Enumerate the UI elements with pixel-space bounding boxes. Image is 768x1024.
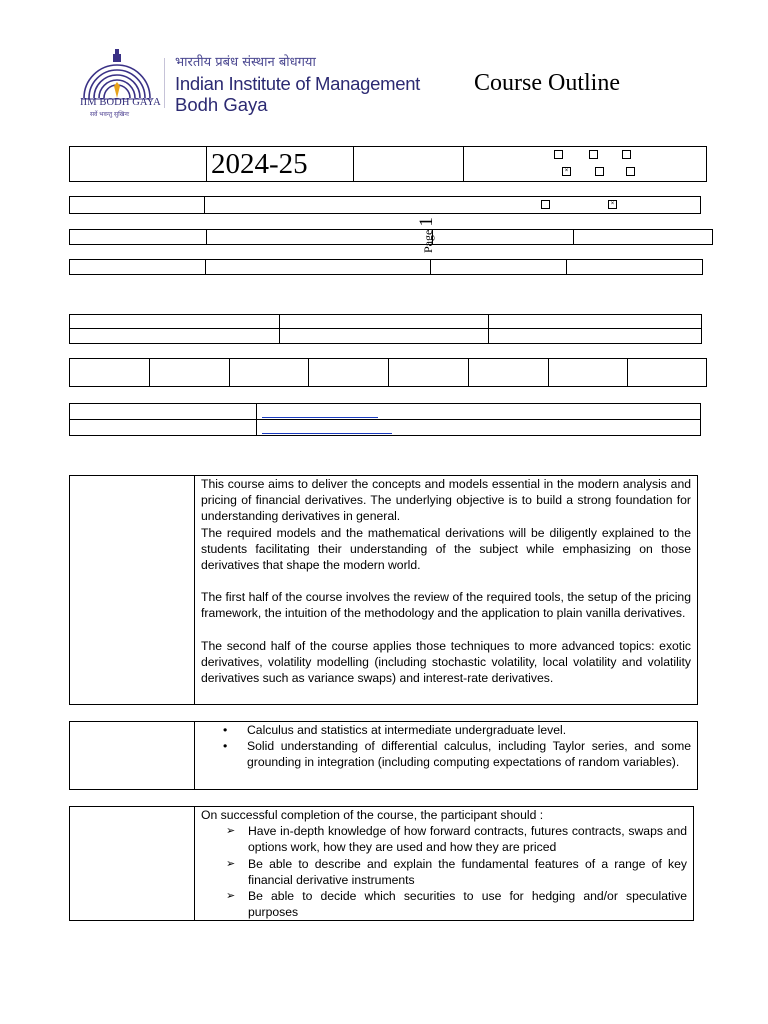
form-cell (489, 329, 702, 344)
form-cell (567, 260, 703, 275)
institute-logo (76, 46, 421, 124)
list-item: ➢ Have in-depth knowledge of how forward contracts, futures contracts, swaps and options work, how they are used and how they are priced (226, 824, 687, 855)
schedule-table (69, 358, 707, 387)
institute-name-hindi: भारतीय प्रबंध संस्थान बोधगया (175, 55, 316, 70)
form-cell (280, 329, 489, 344)
prerequisites-list (201, 722, 691, 771)
form-cell (70, 197, 205, 214)
institute-location: Bodh Gaya (175, 94, 268, 115)
form-cell (70, 404, 257, 420)
term-checkbox[interactable] (589, 150, 598, 159)
course-description-table (69, 475, 698, 705)
description-label-cell (70, 476, 195, 705)
list-item: • Solid understanding of differential calculus, including Taylor series, and some grounding in integration (including computing expectations of random variables). (223, 739, 691, 770)
course-type-cell (205, 197, 701, 214)
page-title: Course Outline (474, 70, 620, 96)
form-cell (70, 315, 280, 329)
outcomes-list (201, 823, 687, 920)
page-number: 1 (416, 217, 437, 227)
form-cell (489, 315, 702, 329)
learning-outcomes-table (69, 806, 694, 921)
page-label: Page (421, 229, 435, 253)
form-cell (309, 359, 389, 387)
prerequisites-label-cell (70, 722, 195, 790)
term-checkbox-cell (464, 147, 707, 182)
course-type-checkbox-checked[interactable]: × (608, 200, 617, 209)
form-cell (70, 420, 257, 436)
form-cell (70, 329, 280, 344)
form-cell (70, 359, 150, 387)
institute-name: Indian Institute of Management (175, 73, 421, 94)
outcomes-intro: On successful completion of the course, the participant should : (201, 808, 544, 822)
outcomes-label-cell (70, 807, 195, 921)
stupa-emblem-icon (76, 46, 162, 104)
form-cell (70, 230, 207, 245)
description-paragraph: This course aims to deliver the concepts and models essential in the modern analysis and pricing of financial derivatives. The underlying objective is to build a strong foundation for understanding derivatives in general. (201, 477, 691, 524)
form-cell (280, 315, 489, 329)
arrow-bullet-icon: ➢ (226, 825, 236, 838)
form-cell (574, 230, 713, 245)
term-label-cell (70, 147, 207, 182)
course-type-table (69, 196, 701, 214)
term-checkbox[interactable] (622, 150, 631, 159)
faculty-table (69, 314, 702, 344)
logo-abbreviation: IIM BODH GAYA (80, 97, 161, 108)
term-checkbox[interactable] (626, 167, 635, 176)
course-type-checkbox[interactable] (541, 200, 550, 209)
form-cell (207, 230, 433, 245)
arrow-bullet-icon: ➢ (226, 857, 236, 870)
form-cell (628, 359, 707, 387)
form-cell (70, 260, 206, 275)
description-paragraph: The second half of the course applies those techniques to more advanced topics: exotic derivatives, volatility modelling (including stochastic volatility, local volatility and volatility derivatives such as variance swaps) and interest-rate derivatives. (201, 638, 691, 686)
list-item: • Calculus and statistics at intermediate undergraduate level. (223, 723, 567, 737)
form-cell (469, 359, 549, 387)
term-blank-cell (354, 147, 464, 182)
description-paragraph: The required models and the mathematical derivations will be diligently explained to the students facilitating their understanding of the subject while emphasizing on those derivatives that shape the modern world. (201, 525, 691, 573)
form-cell (389, 359, 469, 387)
contact-table (69, 403, 701, 436)
program-table (69, 259, 703, 275)
list-item: ➢ Be able to decide which securities to use for hedging and/or speculative purposes (226, 889, 687, 920)
form-cell (206, 260, 431, 275)
learning-outcomes (195, 807, 694, 921)
term-checkbox[interactable] (554, 150, 563, 159)
bullet-icon: • (223, 739, 228, 754)
bullet-icon: • (223, 723, 228, 737)
email-link[interactable] (262, 417, 378, 418)
description-paragraph: The first half of the course involves the review of the required tools, the setup of the pricing framework, the intuition of the methodology and the application to plain vanilla derivatives. (201, 590, 691, 621)
list-item: ➢ Be able to describe and explain the fundamental features of a range of key financial derivative instruments (226, 856, 687, 887)
form-cell (549, 359, 628, 387)
arrow-bullet-icon: ➢ (226, 890, 236, 903)
form-cell (433, 230, 574, 245)
email-link-cell (257, 420, 701, 436)
logo-divider (164, 58, 165, 108)
form-cell (230, 359, 309, 387)
email-link-cell (257, 404, 701, 420)
term-checkbox-checked[interactable]: × (562, 167, 571, 176)
logo-motto: सर्वे भवन्तु सुखिनः (90, 111, 130, 118)
prerequisites (195, 722, 698, 790)
course-description (195, 476, 698, 705)
form-cell (150, 359, 230, 387)
term-checkbox[interactable] (595, 167, 604, 176)
term-info-table (69, 146, 707, 182)
academic-year: 2024-25 (207, 147, 354, 182)
credits-table (69, 229, 713, 245)
prerequisites-table (69, 721, 698, 790)
form-cell (431, 260, 567, 275)
email-link[interactable] (262, 433, 392, 434)
